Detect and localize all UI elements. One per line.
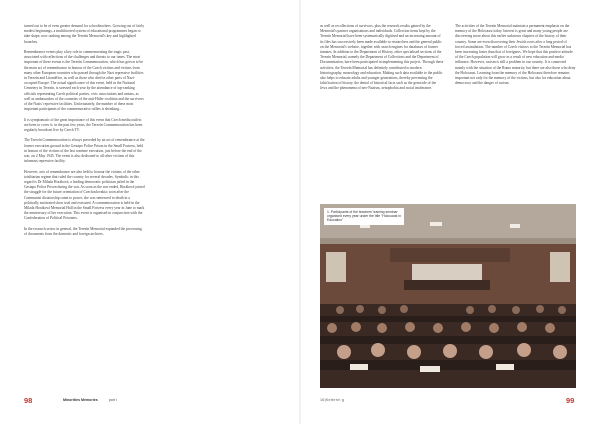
seminar-photo	[320, 204, 576, 388]
paragraph: The Terezín Commemoration is always preceded by an act of remembrance at the former execution ground in the Gestapo Police Prison in the Small Fortress, held in honour of the victims of the last wartime execution, just before the end of the war, on 2 May 1945. The event is also dedicated to all other victims of this infamous repressive facility.	[24, 138, 145, 164]
paragraph: Remembrance events play a key role in commemorating the tragic past, associated with reflections of the challenges and threats to our times. The most important of these events is the Terezín Commemoration, which has grown to be the main act of remembrance in honour of the Czech victims and victims from many other European countries who passed through the Nazi repressive facilities in Terezín and Litoměřice, as well as those who died in other parts of Nazi-occupied Europe. The actual significance of this event, held in the National Cemetery in Terezín, is stressed each year by the attendance of top-ranking officials representing Czech political parties, civic associations and unions, as well as ambassadors of the countries of the anti-Hitler coalition and the survivors of the Nazis' repressive facilities. Unfortunately, the number of these most important participants of the commemorative rallies is shrinking…	[24, 50, 144, 112]
paragraph: as well as recollections of survivors, plus the research results gained by the Memorial's partner organisations and individuals. Collection items kept by the Terezín Memorial have been systematically digitised and an increasing amount of its files has successively been made available to researchers and the general public on the Memorial's website, together with search engines for databases of former inmates. In addition to the Department of History, other specialised sections of the Terezín Memorial, namely the Department of Collections and the Department of Documentation, have been participated in implementing this project. Through these activities, the Terezín Memorial has definitely contributed to modern historiography, museology and education. Making such data available to the public also helps to educate adults and younger generations, thereby preventing the falsification of history, the denial of historical facts such as the genocide of the Jews and the phenomena of neo-Nazism, xenophobia and racial intolerance.	[320, 24, 444, 91]
right-page-column-right	[455, 24, 576, 92]
running-footer-left	[63, 398, 117, 402]
page-gutter	[299, 0, 301, 424]
paragraph: In the research sector in general, the Terezín Memorial expanded the processing of documents from the domestic and foreign archives,	[24, 226, 142, 237]
running-part: part I	[108, 398, 117, 402]
paragraph: The activities of the Terezín Memorial maintain a permanent emphasis on the memory of the Holocaust today. Interest is great and many young people are discovering more about this earlier unknown chapters of the history of their country. Some are even discovering their Jewish roots after a long period of forced assimilation. The number of Czech visitors to the Terezín Memorial has been increasing faster than that of foreigners. We hope that this positive attitude of the Czech population will grow as a result of new education and media influence. However, racism is still a problem in our country. It is connected mainly with the situation of the Roma minority, but there are also those who deny the Holocaust. Learning from the memory of the Holocaust therefore remains important not only for the memory of the victims, but also for education about democracy and the danger of racism.	[455, 24, 576, 86]
photo-seminar-audience-icon	[320, 204, 576, 388]
paragraph: However, acts of remembrance are also held to honour the victims of the other totalitarian regime that ruled the country for several decades. Symbolic in this regard is Dr Milada Horáková, a leading democratic politician jailed in the Gestapo Police Prison during the war. As soon as the war ended, Horáková joined the struggle for the future orientation of Czechoslovakia; soon after the Communist dictatorship came to power, she was sentenced to death in a politically motivated show trial and executed. A commemoration is held in the Milada Horáková Memorial Hall in the Small Fortress every year in June to mark the anniversary of her execution. This event is organised in conjunction with the Confederation of Political Prisoners.	[24, 169, 145, 221]
figure-caption: 1. Participants of the teachers' training seminar organised every year under the title "Holocaust in Education"	[324, 208, 404, 225]
page-number-right: 99	[566, 396, 575, 405]
running-footer-right: 16|Ketterin g	[320, 398, 345, 402]
paragraph: It is symptomatic of the great importance of this event that Czech media outlets are keen to cover it; in the past few years, the Terezín Commemoration has been regularly broadcast live by Czech TV.	[24, 117, 143, 133]
right-page-column-left	[320, 24, 444, 97]
running-title: Minorities Memories	[63, 398, 98, 402]
page-number-left: 98	[24, 396, 33, 405]
left-page-column	[24, 24, 145, 242]
paragraph: turned out to be of even greater demand for schoolteachers. Growing out of fairly modest beginnings, a multifaceted system of educational programmes began to take shape, now ranking among the Terezín Memorial's key and highlighted branches.	[24, 24, 145, 44]
